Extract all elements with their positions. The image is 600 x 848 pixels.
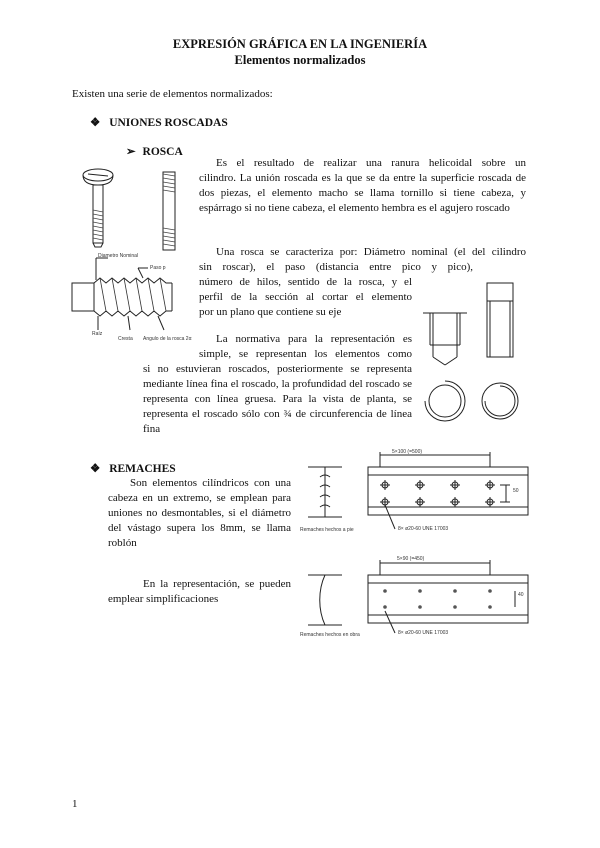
top-reference: 8× ø20-60 UNE 17003 (398, 526, 449, 532)
rosca-paragraph-2-line4: perfil de la sección al cortar el elemento (199, 291, 412, 303)
stud-illustration (155, 170, 185, 255)
rosca-paragraph-3-line2: simple, se representan los elementos como (199, 348, 412, 360)
remaches-heading: ❖ REMACHES (90, 463, 176, 475)
top-dimension: 5×100 (=500) (392, 449, 423, 455)
screw-illustration (78, 165, 118, 250)
page-title: EXPRESIÓN GRÁFICA EN LA INGENIERÍA (172, 37, 428, 51)
page-subtitle: Elementos normalizados (234, 53, 366, 67)
arrow-bullet-icon: ➢ (126, 146, 136, 158)
rosca-paragraph-3: si no estuvieran roscados, posteriormente se representa mediante línea fina el roscado, la profundidad del roscado se representa con línea gruesa. Para la vista de planta, se representa el roscado sólo con ¾ de circunferencia de línea fina (143, 363, 412, 435)
thread-representation-illustration (415, 275, 535, 435)
top-side-dimension: 50 (513, 488, 519, 494)
label-angulo: Angulo de la rosca 2α (143, 336, 192, 342)
diamond-bullet-icon: ❖ (90, 117, 101, 129)
remaches-paragraph-2: En la representación, se pueden emplear simplificaciones (108, 578, 291, 605)
rosca-paragraph-1-first: Es el resultado de realizar una ranura helicoidal sobre un (216, 157, 526, 169)
bottom-side-dimension: 40 (518, 592, 524, 598)
diamond-bullet-icon: ❖ (90, 463, 101, 475)
rosca-paragraph-2-first: Una rosca se caracteriza por: Diámetro nominal (el del cilindro (216, 246, 526, 258)
bottom-reference: 8× ø20-60 UNE 17003 (398, 630, 449, 636)
bottom-dimension: 5×90 (=450) (397, 556, 425, 562)
label-cresta: Cresta (118, 336, 133, 342)
bottom-caption: Remaches hechos en obra (300, 632, 360, 638)
rosca-paragraph-2-line5: por un plano que contiene su eje (199, 306, 342, 318)
intro-text: Existen una serie de elementos normalizados: (72, 88, 273, 100)
remaches-paragraph-1: Son elementos cilíndricos con una cabeza en un extremo, se emplean para uniones no desmontables, si el diámetro del vástago supera los 8mm, se llama roblón (108, 477, 291, 549)
thread-detail-illustration (68, 250, 198, 350)
rosca-paragraph-3-line1: La normativa para la representación es (216, 333, 412, 345)
rivets-top-illustration (300, 447, 535, 537)
top-caption: Remaches hechos a pie (300, 527, 354, 533)
rosca-paragraph-2-line2: sin roscar), el paso (distancia entre pico y pico), (199, 261, 473, 273)
label-diametro: Diametro Nominal (98, 253, 139, 259)
rosca-heading: ➢ ROSCA (126, 146, 183, 158)
rosca-paragraph-2-line3: número de hilos, sentido de la rosca, y el (199, 276, 412, 288)
uniones-heading: ❖ UNIONES ROSCADAS (90, 117, 228, 129)
rosca-paragraph-1: cilindro. La unión roscada es la que se da entre la superficie roscada de dos piezas, el elemento macho se llama tornillo si tiene cabeza, y espárrago si no tiene cabeza, el elemento hembra es el agujero roscado (199, 172, 526, 214)
label-raiz: Raíz (92, 331, 103, 337)
page-number: 1 (72, 798, 78, 810)
label-paso: Paso p (150, 265, 166, 271)
